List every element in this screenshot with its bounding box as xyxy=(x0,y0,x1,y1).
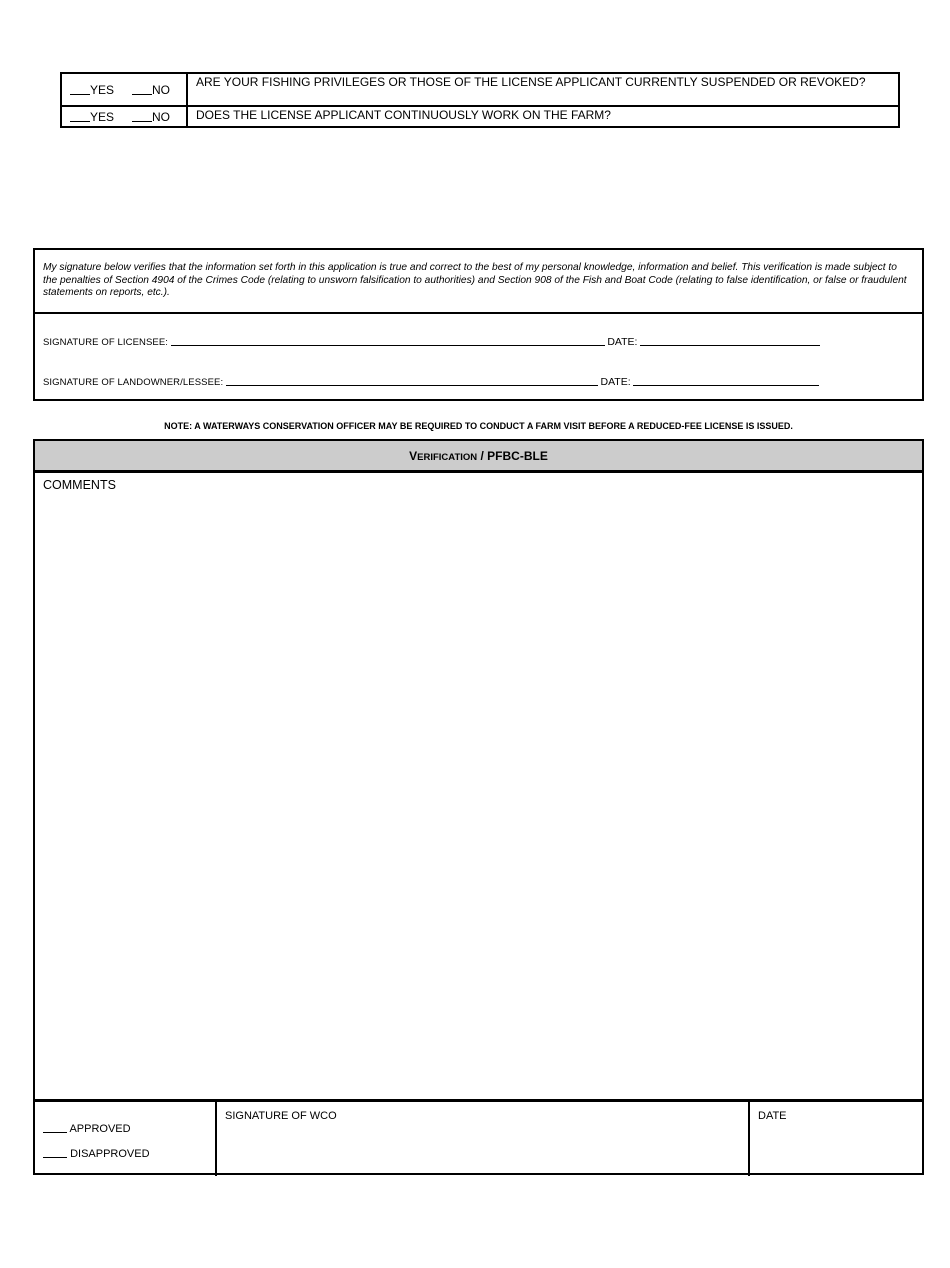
verification-box xyxy=(33,248,924,401)
wco-signature-label: SIGNATURE OF WCO xyxy=(225,1110,337,1122)
approval-row xyxy=(35,1099,922,1176)
landowner-signature-field[interactable] xyxy=(226,385,598,386)
wco-signature-cell[interactable] xyxy=(217,1102,750,1176)
question-text: DOES THE LICENSE APPLICANT CONTINUOUSLY WORK ON THE FARM? xyxy=(196,108,611,122)
licensee-date-label: DATE: xyxy=(607,336,638,348)
verification-statement: My signature below verifies that the information set forth in this application is true and correct to the best of my personal knowledge, information and belief. This verification is made subject to the penalties of Section 4904 of the Crimes Code (relating to unsworn falsification to authorities) and Section 908 of the Fish and Boat Code (relating to false identification, or false or fraudulent statements on reports, etc.). xyxy=(43,262,907,299)
no-option[interactable]: NO xyxy=(132,83,170,97)
question-text: ARE YOUR FISHING PRIVILEGES OR THOSE OF THE LICENSE APPLICANT CURRENTLY SUSPENDED OR REVOKED? xyxy=(196,75,866,89)
landowner-date-field[interactable] xyxy=(633,385,819,386)
comments-label: COMMENTS xyxy=(43,478,116,492)
yes-option[interactable]: YES xyxy=(70,83,114,97)
disapproved-option[interactable]: DISAPPROVED xyxy=(43,1148,150,1160)
landowner-date-label: DATE: xyxy=(600,376,631,388)
wco-date-label: DATE xyxy=(758,1110,787,1122)
licensee-signature-label: SIGNATURE OF LICENSEE: xyxy=(43,337,169,348)
answer-options xyxy=(62,74,188,105)
landowner-signature-line xyxy=(43,376,819,388)
questions-table xyxy=(60,72,900,128)
divider xyxy=(35,312,922,314)
licensee-signature-field[interactable] xyxy=(171,345,605,346)
official-use-box xyxy=(33,439,924,1175)
question-row xyxy=(62,74,898,107)
no-option[interactable]: NO xyxy=(132,110,170,124)
licensee-date-field[interactable] xyxy=(640,345,820,346)
licensee-signature-line xyxy=(43,336,820,348)
landowner-signature-label: SIGNATURE OF LANDOWNER/LESSEE: xyxy=(43,377,224,388)
approved-option[interactable]: APPROVED xyxy=(43,1123,131,1135)
approval-cell xyxy=(35,1102,217,1176)
wco-date-cell[interactable] xyxy=(750,1102,922,1176)
yes-option[interactable]: YES xyxy=(70,110,114,124)
question-row xyxy=(62,107,898,126)
farm-visit-note: NOTE: A WATERWAYS CONSERVATION OFFICER MAY BE REQUIRED TO CONDUCT A FARM VISIT BEFORE A REDUCED-FEE LICENSE IS ISSUED. xyxy=(164,421,793,431)
verification-header: VERIFICATION / PFBC-BLE xyxy=(35,441,922,473)
answer-options xyxy=(62,107,188,126)
